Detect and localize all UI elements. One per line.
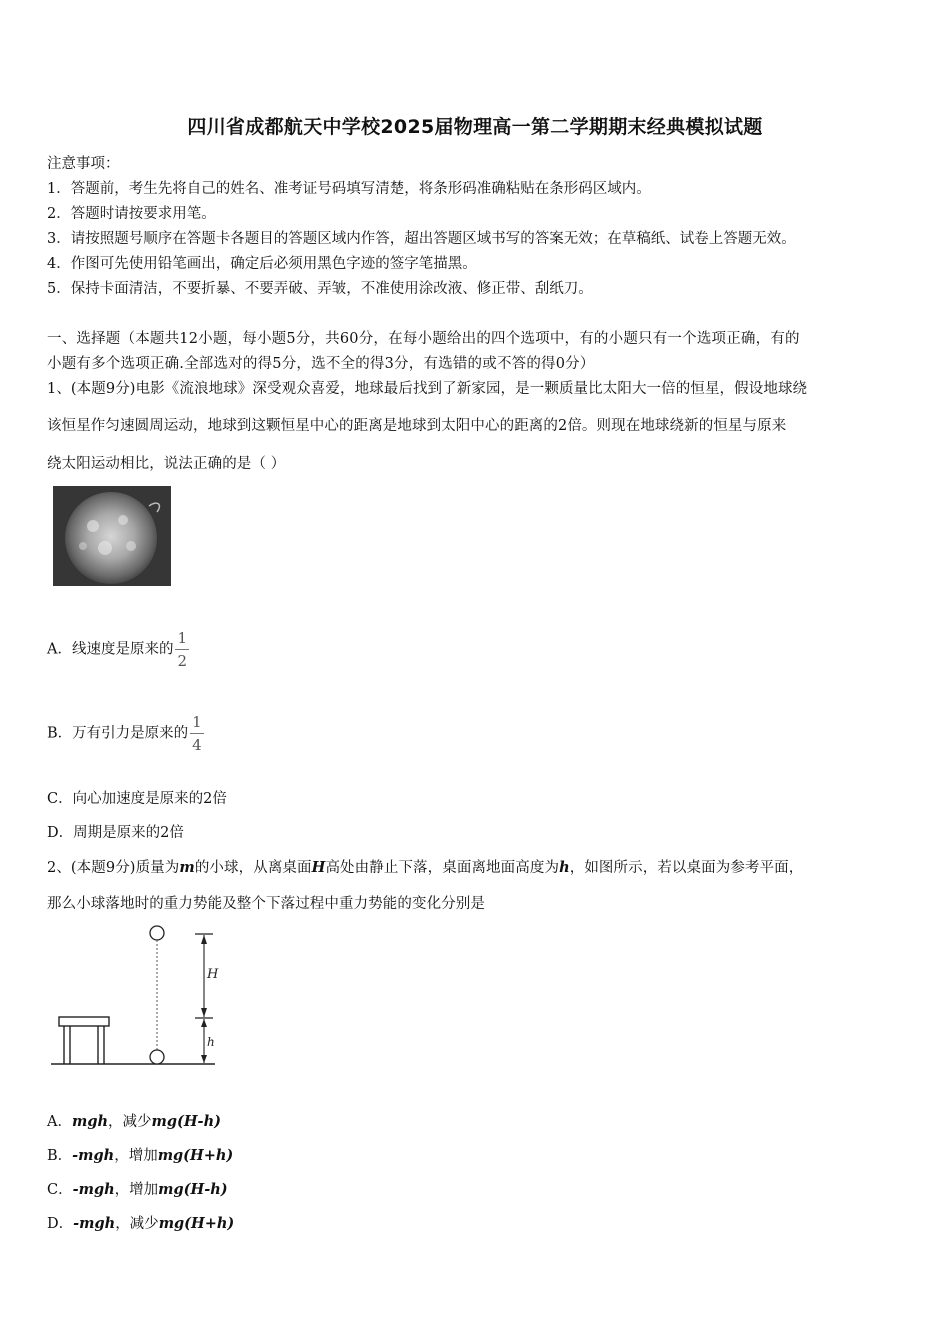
section-instructions-line1: 一、选择题（本题共12小题，每小题5分，共60分，在每小题给出的四个选项中，有的小题只有一个选项正确，有的 <box>47 331 800 347</box>
var-h: h <box>559 859 570 876</box>
option-sep: ，减少 <box>108 1114 152 1130</box>
q1-option-a-text: A．线速度是原来的 <box>47 641 174 658</box>
star-graphic <box>53 486 171 586</box>
fraction-numerator: 1 <box>177 629 188 647</box>
q1-option-a[interactable] <box>47 630 189 669</box>
table-top <box>59 1017 109 1026</box>
q2-text: 2、(本题9分)质量为 <box>47 860 180 876</box>
question-1-line2: 该恒星作匀速圆周运动，地球到这颗恒星中心的距离是地球到太阳中心的距离的2倍。则现在地球绕新的恒星与原来 <box>47 418 787 434</box>
page-title: 四川省成都航天中学校2025届物理高一第二学期期末经典模拟试题 <box>187 116 763 138</box>
section-instructions-line2: 小题有多个选项正确.全部选对的得5分，选不全的得3分，有选错的或不答的得0分） <box>47 356 595 372</box>
note-item: 3．请按照题号顺序在答题卡各题目的答题区域内作答，超出答题区域书写的答案无效；在草稿纸、试卷上答题无效。 <box>47 231 796 247</box>
notes-heading: 注意事项： <box>47 156 120 172</box>
note-item: 2．答题时请按要求用笔。 <box>47 206 216 222</box>
option-change: mg(H+h) <box>157 1147 234 1164</box>
var-H: H <box>311 859 326 876</box>
q2-text: 高处由静止下落，桌面离地面高度为 <box>325 860 560 876</box>
q1-option-d[interactable]: D．周期是原来的2倍 <box>47 825 184 841</box>
q1-option-c[interactable]: C．向心加速度是原来的2倍 <box>47 791 227 807</box>
label-H: H <box>207 967 219 982</box>
question-1-line3: 绕太阳运动相比，说法正确的是（ ） <box>47 456 286 472</box>
option-energy: -mgh <box>73 1215 116 1232</box>
fraction-numerator: 1 <box>192 713 202 731</box>
q2-option-d[interactable] <box>47 1212 234 1233</box>
ball-end <box>150 1050 164 1064</box>
fraction-denominator: 4 <box>192 736 202 754</box>
var-m: m <box>179 859 195 876</box>
option-sep: ，增加 <box>114 1182 159 1198</box>
fraction <box>190 714 204 753</box>
fraction <box>175 630 189 669</box>
q2-option-a[interactable] <box>47 1110 221 1131</box>
q1-option-b[interactable] <box>47 714 204 753</box>
option-letter: C． <box>47 1182 73 1198</box>
option-change: mg(H-h) <box>158 1181 228 1198</box>
question-2-line2: 那么小球落地时的重力势能及整个下落过程中重力势能的变化分别是 <box>47 896 485 912</box>
option-sep: ，减少 <box>115 1216 159 1232</box>
note-item: 4．作图可先使用铅笔画出，确定后必须用黑色字迹的签字笔描黑。 <box>47 256 477 272</box>
option-change: mg(H+h) <box>158 1215 235 1232</box>
q2-option-b[interactable] <box>47 1144 233 1165</box>
option-letter: D． <box>47 1216 74 1232</box>
option-energy: -mgh <box>72 1147 115 1164</box>
q2-option-c[interactable] <box>47 1178 228 1199</box>
note-item: 1．答题前，考生先将自己的姓名、准考证号码填写清楚，将条形码准确粘贴在条形码区域内。 <box>47 181 651 197</box>
fraction-denominator: 2 <box>177 652 188 670</box>
q2-text: ，如图所示，若以桌面为参考平面， <box>569 860 804 876</box>
ball-start <box>150 926 164 940</box>
note-item: 5．保持卡面清洁，不要折暴、不要弄破、弄皱，不准使用涂改液、修正带、刮纸刀。 <box>47 281 593 297</box>
option-change: mg(H-h) <box>151 1113 221 1130</box>
label-h: h <box>207 1035 215 1049</box>
option-sep: ，增加 <box>114 1148 158 1164</box>
option-letter: B． <box>47 1148 73 1164</box>
option-letter: A． <box>47 1114 72 1130</box>
option-energy: -mgh <box>72 1181 115 1198</box>
option-energy: mgh <box>71 1113 109 1130</box>
star-image <box>53 486 171 586</box>
q2-text: 的小球，从离桌面 <box>194 860 312 876</box>
diagram-graphic <box>47 922 227 1072</box>
q1-option-b-text: B．万有引力是原来的 <box>47 725 189 742</box>
question-2-line1 <box>47 856 803 877</box>
question-1-line1: 1、(本题9分)电影《流浪地球》深受观众喜爱，地球最后找到了新家园，是一颗质量比太阳大一倍的恒星，假设地球绕 <box>47 381 808 397</box>
falling-ball-diagram <box>47 922 227 1076</box>
